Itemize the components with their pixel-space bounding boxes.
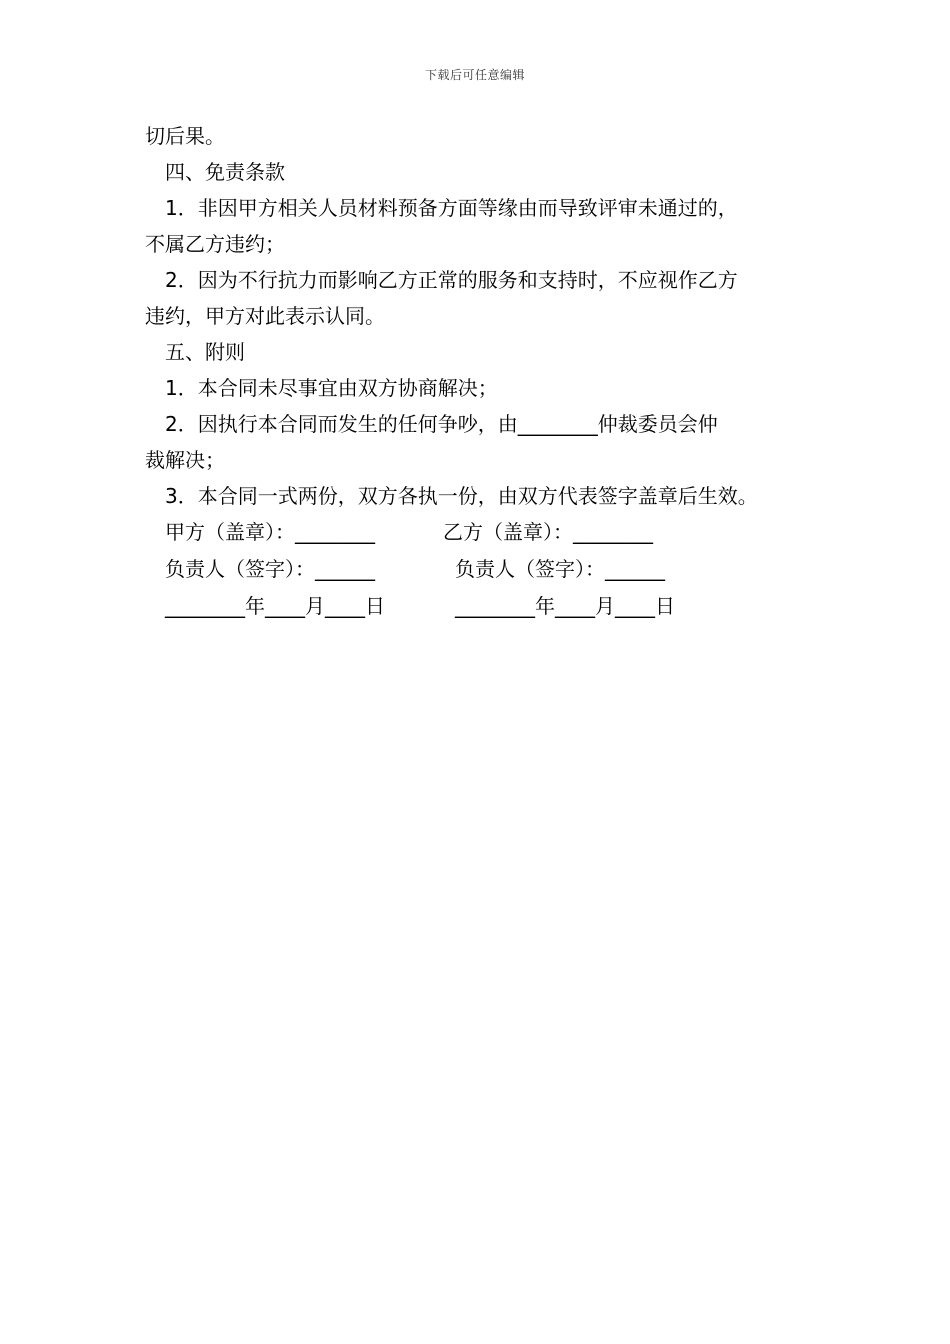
paragraph-line: 裁解决； [145,448,225,472]
section-heading-disclaimer: 四、免责条款 [165,160,285,184]
party-a-seal-field: 甲方（盖章）：________ [165,520,375,544]
page-header: 下载后可任意编辑 [424,68,525,82]
paragraph-line: 切后果。 [145,124,225,148]
signature-row-signer [145,551,825,588]
party-b-signer-field: 负责人（签字）：______ [455,557,665,581]
section-heading-appendix: 五、附则 [165,340,245,364]
paragraph-line: 不属乙方违约； [145,232,285,256]
paragraph-line: 3．本合同一式两份，双方各执一份，由双方代表签字盖章后生效。 [165,484,758,508]
party-a-date-field: ________年____月____日 [165,594,385,618]
document-body [145,118,825,625]
party-b-date-field: ________年____月____日 [455,594,675,618]
signature-row-date [145,588,825,625]
paragraph-line: 2．因为不行抗力而影响乙方正常的服务和支持时，不应视作乙方 [165,268,738,292]
paragraph-line: 2．因执行本合同而发生的任何争吵，由________仲裁委员会仲 [165,412,718,436]
party-b-seal-field: 乙方（盖章）：________ [443,520,653,544]
paragraph-line: 1．本合同未尽事宜由双方协商解决； [165,376,498,400]
paragraph-line: 违约，甲方对此表示认同。 [145,304,385,328]
party-a-signer-field: 负责人（签字）：______ [165,557,375,581]
paragraph-line: 1．非因甲方相关人员材料预备方面等缘由而导致评审未通过的， [165,196,738,220]
signature-row-seal [145,514,825,551]
